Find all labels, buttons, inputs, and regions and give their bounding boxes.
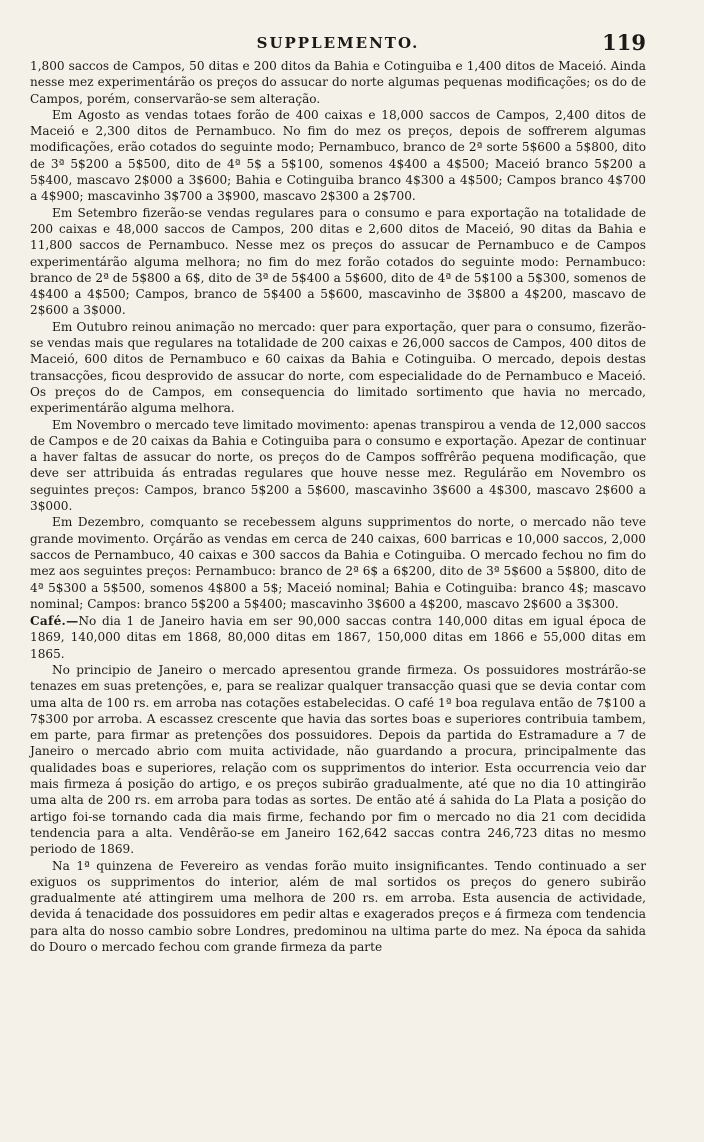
body-text [30, 58, 646, 955]
page-number: 119 [602, 30, 646, 55]
paragraph: Na 1ª quinzena de Fevereiro as vendas forão muito insignificantes. Tendo continuado a ser exiguos os supprimentos do interior, além de mal sortidos os preços do genero subirão gradualmente até attingirem uma melhora de 200 rs. em arroba. Esta ausencia de actividade, devida á tenacidade dos possuidores em pedir altas e exagerados preços e á firmeza com tendencia para alta do nosso cambio sobre Londres, predominou na ultima parte do mez. Na época da sahida do Douro o mercado fechou com grande firmeza da parte [30, 858, 646, 955]
page-header [30, 28, 646, 58]
running-title: SUPPLEMENTO. [256, 34, 420, 52]
paragraph: Em Dezembro, comquanto se recebessem alguns supprimentos do norte, o mercado não teve grande movimento. Orçárão as vendas em cerca de 240 caixas, 600 barricas e 10,000 saccos, 2,000 saccos de Pernambuco, 40 caixas e 300 saccos da Bahia e Cotinguiba. O mercado fechou no fim do mez aos seguintes preços: Pernambuco: branco de 2ª 6$ a 6$200, dito de 3ª 5$600 a 5$800, dito de 4ª 5$300 a 5$500, somenos 4$800 a 5$; Maceió nominal; Bahia e Cotinguiba: branco 4$; mascavo nominal; Campos: branco 5$200 a 5$400; mascavinho 3$600 a 4$200, mascavo 2$600 a 3$300. [30, 515, 646, 611]
paragraph: Em Outubro reinou animação no mercado: quer para exportação, quer para o consumo, fizerão-se vendas mais que regulares na totalidade de 200 caixas e 26,000 saccos de Campos, 400 ditos de Maceió, 600 ditos de Pernambuco e 60 caixas da Bahia e Cotinguiba. O mercado, depois destas transacções, ficou desprovido de assucar do norte, com especialidade do de Pernambuco e Maceió. Os preços do de Campos, em consequencia do limitado sortimento que havia no mercado, experimentárão alguma melhora. [30, 319, 646, 416]
paragraph: No dia 1 de Janeiro havia em ser 90,000 saccas contra 140,000 ditas em igual época de 1869, 140,000 ditas em 1868, 80,000 ditas em 1867, 150,000 ditas em 1866 e 55,000 ditas em 1865. [30, 614, 646, 661]
cafe-section-paragraph [30, 613, 646, 662]
section-label-cafe: Café.— [30, 614, 79, 629]
paragraph: No principio de Janeiro o mercado apresentou grande firmeza. Os possuidores mostrárão-se tenazes em suas pretenções, e, para se realizar qualquer transacção quasi que se devia contar com uma alta de 100 rs. em arroba nas cotações estabelecidas. O café 1ª boa regulava então de 7$100 a 7$300 por arroba. A escassez crescente que havia das sortes boas e superiores contribuia tambem, em parte, para firmar as pretenções dos possuidores. Depois da partida do Estramadure a 7 de Janeiro o mercado abrio com muita actividade, não guardando a procura, principalmente das qualidades boas e superiores, relação com os supprimentos do interior. Esta occurrencia veio dar mais firmeza á posição do artigo, e os preços subirão gradualmente, até que no dia 10 attingirão uma alta de 200 rs. em arroba para todas as sortes. De então até á sahida do La Plata a posição do artigo foi-se tornando cada dia mais firme, fechando por fim o mercado no dia 21 com decidida tendencia para a alta. Vendêrão-se em Janeiro 162,642 saccas contra 246,723 ditas no mesmo periodo de 1869. [30, 662, 646, 857]
paragraph: Em Novembro o mercado teve limitado movimento: apenas transpirou a venda de 12,000 saccos de Campos e de 20 caixas da Bahia e Cotinguiba para o consumo e exportação. Apezar de continuar a haver faltas de assucar do norte, os preços do de Campos soffrêrão pequena modificação, que deve ser attribuida ás entradas regulares que houve nesse mez. Regulárão em Novembro os seguintes preços: Campos, branco 5$200 a 5$600, mascavinho 3$600 a 4$300, mascavo 2$600 a 3$000. [30, 417, 646, 514]
paragraph: Em Agosto as vendas totaes forão de 400 caixas e 18,000 saccos de Campos, 2,400 ditos de Maceió e 2,300 ditos de Pernambuco. No fim do mez os preços, depois de soffrerem algumas modificações, erão cotados do seguinte modo; Pernambuco, branco de 2ª sorte 5$600 a 5$800, dito de 3ª 5$200 a 5$500, dito de 4ª 5$ a 5$100, somenos 4$400 a 4$500; Maceió branco 5$200 a 5$400, mascavo 2$000 a 3$600; Bahia e Cotinguiba branco 4$300 a 4$500; Campos branco 4$700 a 4$900; mascavinho 3$700 a 3$900, mascavo 2$300 a 2$700. [30, 107, 646, 204]
paragraph: Em Setembro fizerão-se vendas regulares para o consumo e para exportação na totalidade de 200 caixas e 48,000 saccos de Campos, 200 ditas e 2,600 ditos de Maceió, 90 ditas da Bahia e 11,800 saccos de Pernambuco. Nesse mez os preços do assucar de Pernambuco e de Campos experimentárão alguma melhora; no fim do mez forão cotados do seguinte modo: Pernambuco: branco de 2ª de 5$800 a 6$, dito de 3ª de 5$400 a 5$600, dito de 4ª de 5$100 a 5$300, somenos de 4$400 a 4$500; Campos, branco de 5$400 a 5$600, mascavinho de 3$800 a 4$200, mascavo de 2$600 a 3$000. [30, 205, 646, 318]
paragraph: 1,800 saccos de Campos, 50 ditas e 200 ditos da Bahia e Cotinguiba e 1,400 ditos de Maceió. Ainda nesse mez experimentárão os preços do assucar do norte algumas pequenas modificações; os do de Campos, porém, conservarão-se sem alteração. [30, 59, 646, 106]
